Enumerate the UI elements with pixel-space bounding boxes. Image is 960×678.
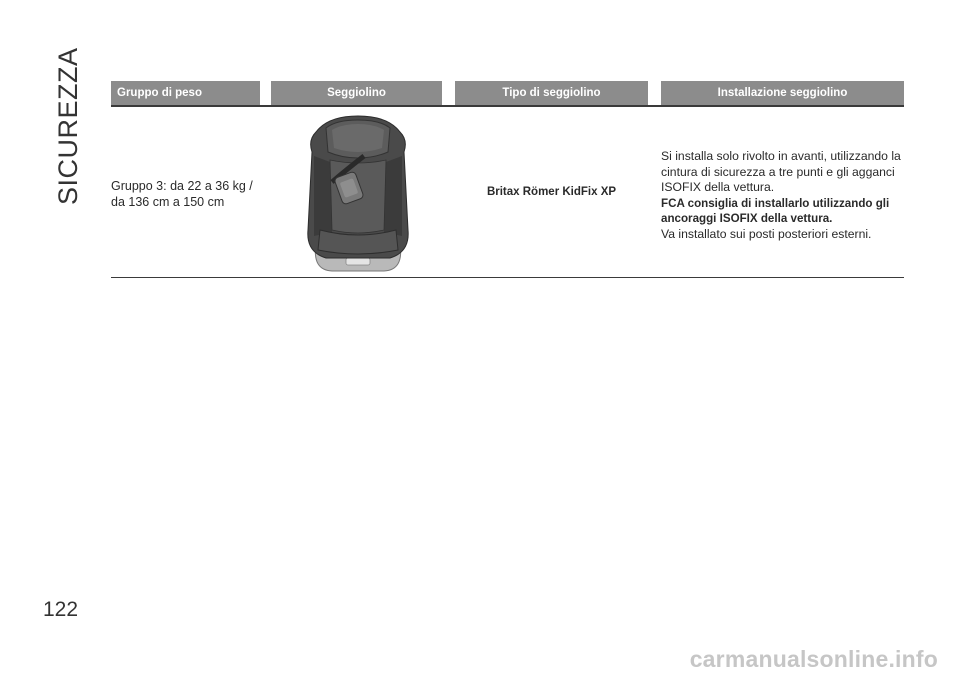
weight-group-line: Gruppo 3: da 22 a 36 kg / (111, 179, 253, 193)
installation-cell (661, 149, 904, 242)
installation-line: Si installa solo rivolto in avanti, utilizzando la (661, 149, 901, 163)
page-number: 122 (43, 598, 79, 621)
weight-group-cell (111, 179, 261, 210)
header-weight-group: Gruppo di peso (111, 81, 260, 105)
installation-note: Va installato sui posti posteriori esterni. (661, 226, 872, 241)
table-top-rule (111, 105, 904, 107)
weight-group-line: da 136 cm a 150 cm (111, 194, 225, 209)
installation-recommendation-line: FCA consiglia di installarlo utilizzando gli (661, 196, 890, 210)
installation-line: cintura di sicurezza a tre punti e gli agganci (661, 164, 895, 179)
installation-recommendation-line: ancoraggi ISOFIX della vettura. (661, 212, 833, 225)
table-header-row (111, 81, 904, 105)
header-seat-type: Tipo di seggiolino (455, 81, 648, 105)
installation-line: ISOFIX della vettura. (661, 180, 775, 194)
table-bottom-rule (111, 277, 904, 278)
child-seat-illustration (302, 112, 414, 272)
header-installation: Installazione seggiolino (661, 81, 904, 105)
section-title: SICUREZZA (53, 47, 83, 205)
header-seat: Seggiolino (271, 81, 442, 105)
watermark: carmanualsonline.info (689, 646, 938, 672)
seat-type-cell: Britax Römer KidFix XP (486, 186, 617, 198)
